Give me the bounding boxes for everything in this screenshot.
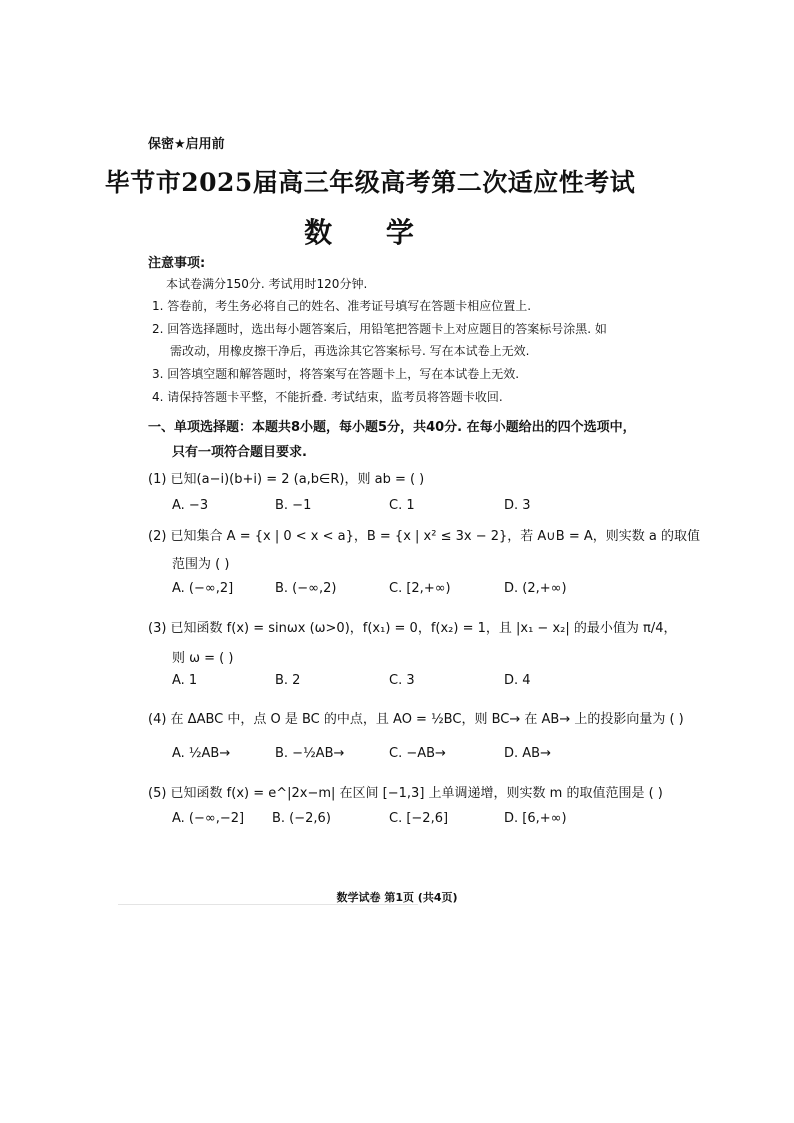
- question-2-option-d: D. (2,+∞): [504, 581, 567, 596]
- notice-item-continued: 需改动，用橡皮擦干净后，再选涂其它答案标号. 写在本试卷上无效.: [170, 344, 530, 358]
- section-heading-continued: 只有一项符合题目要求.: [172, 445, 307, 460]
- notice-intro: 本试卷满分150分. 考试用时120分钟.: [166, 277, 368, 291]
- question-4-option-d: D. AB→: [504, 746, 551, 761]
- question-3-option-c: C. 3: [389, 673, 415, 688]
- question-1-option-b: B. −1: [275, 498, 312, 513]
- question-5-option-b: B. (−2,6): [272, 811, 331, 826]
- question-5-option-d: D. [6,+∞): [504, 811, 567, 826]
- question-3-stem: (3) 已知函数 f(x) = sinωx (ω>0)，f(x₁) = 0，f(x₂) = 1，且 |x₁ − x₂| 的最小值为 π/4，: [148, 621, 677, 636]
- notice-item: 1. 答卷前，考生务必将自己的姓名、准考证号填写在答题卡相应位置上.: [152, 299, 532, 313]
- question-3-option-a: A. 1: [172, 673, 198, 688]
- question-4-option-a: A. ½AB→: [172, 746, 231, 761]
- question-3-stem-continued: 则 ω = ( ): [172, 651, 234, 666]
- question-1-option-c: C. 1: [389, 498, 415, 513]
- question-3-option-b: B. 2: [275, 673, 301, 688]
- footer-divider: [118, 904, 418, 905]
- question-2-stem-continued: 范围为 ( ): [172, 557, 230, 572]
- question-4-option-c: C. −AB→: [389, 746, 446, 761]
- question-2-stem: (2) 已知集合 A = {x | 0 < x < a}，B = {x | x² ≤ 3x − 2}，若 A∪B = A，则实数 a 的取值: [148, 529, 701, 544]
- question-4-option-b: B. −½AB→: [275, 746, 345, 761]
- exam-title: 毕节市2025届高三年级高考第二次适应性考试: [104, 168, 636, 197]
- notice-item: 3. 回答填空题和解答题时，将答案写在答题卡上，写在本试卷上无效.: [152, 367, 520, 381]
- question-1-option-a: A. −3: [172, 498, 209, 513]
- section-heading: 一、单项选择题：本题共8小题，每小题5分，共40分. 在每小题给出的四个选项中，: [148, 420, 636, 435]
- question-1-option-d: D. 3: [504, 498, 531, 513]
- question-2-option-c: C. [2,+∞): [389, 581, 451, 596]
- subject-title: 数 学: [304, 216, 436, 249]
- confidential-mark: 保密★启用前: [148, 137, 225, 152]
- page-footer: 数学试卷 第1页 (共4页): [336, 891, 458, 904]
- question-2-option-a: A. (−∞,2]: [172, 581, 234, 596]
- question-5-option-c: C. [−2,6]: [389, 811, 449, 826]
- question-1-stem: (1) 已知(a−i)(b+i) = 2 (a,b∈R)，则 ab = ( ): [148, 472, 425, 487]
- notice-item: 2. 回答选择题时，选出每小题答案后，用铅笔把答题卡上对应题目的答案标号涂黑. 如: [152, 322, 607, 336]
- question-2-option-b: B. (−∞,2): [275, 581, 337, 596]
- question-5-option-a: A. (−∞,−2]: [172, 811, 245, 826]
- question-4-stem: (4) 在 ΔABC 中，点 O 是 BC 的中点，且 AO = ½BC，则 BC→ 在 AB→ 上的投影向量为 ( ): [148, 712, 684, 727]
- question-5-stem: (5) 已知函数 f(x) = e^|2x−m| 在区间 [−1,3] 上单调递增，则实数 m 的取值范围是 ( ): [148, 786, 663, 801]
- question-3-option-d: D. 4: [504, 673, 531, 688]
- notice-item: 4. 请保持答题卡平整，不能折叠. 考试结束，监考员将答题卡收回.: [152, 390, 503, 404]
- notice-heading: 注意事项:: [148, 256, 206, 271]
